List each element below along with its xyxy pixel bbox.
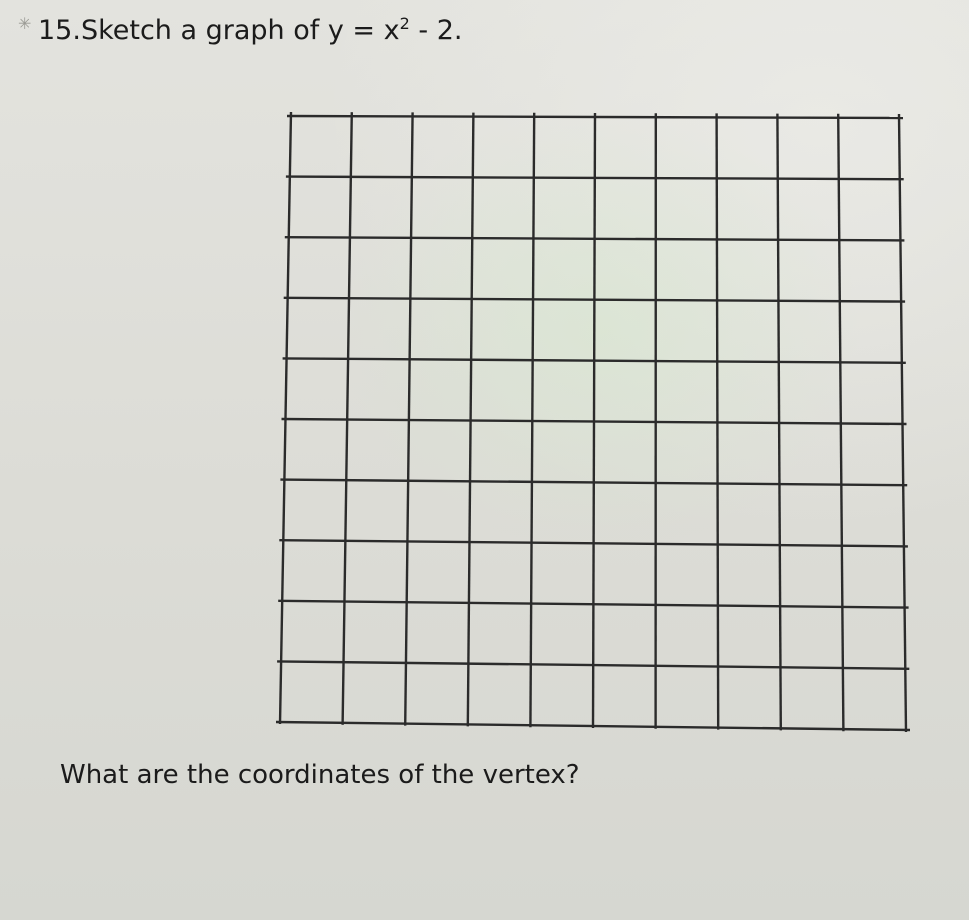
- grid-horizontal-line: [287, 116, 903, 118]
- question-prefix: Sketch a graph of y = x: [80, 15, 400, 46]
- grid-horizontal-line: [286, 177, 904, 180]
- grid-horizontal-line: [285, 237, 905, 240]
- question-number: 15.: [38, 15, 81, 46]
- vertex-question: What are the coordinates of the vertex?: [60, 760, 580, 790]
- question-exponent: 2: [399, 14, 410, 33]
- star-mark-icon: ✳: [18, 14, 32, 33]
- question-suffix: - 2.: [409, 15, 463, 46]
